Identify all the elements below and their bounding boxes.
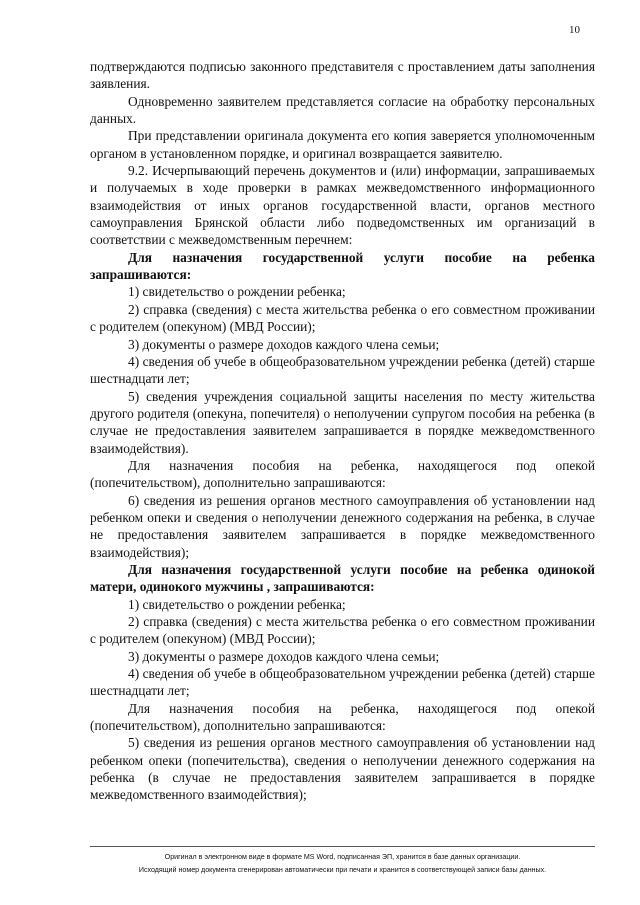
- section-heading: Для назначения государственной услуги пособие на ребенка запрашиваются:: [90, 249, 595, 283]
- paragraph: При представлении оригинала документа его копия заверяется уполномоченным органом в установленном порядке, и оригинал возвращается заявителю.: [90, 128, 595, 161]
- paragraph: 1) свидетельство о рождении ребенка;: [128, 596, 346, 612]
- section-heading: Для назначения государственной услуги пособие на ребенка одинокой матери, одинокого мужчины , запрашиваются:: [90, 561, 595, 595]
- paragraph: 4) сведения об учебе в общеобразовательном учреждении ребенка (детей) старше шестнадцати лет;: [90, 353, 595, 387]
- paragraph: 5) сведения учреждения социальной защиты населения по месту жительства другого родителя (опекуна, попечителя) о неполучении супругом пособия на ребенка (в случае не предоставления заявителем запрашивается в порядке межведомственного взаимодействия).: [90, 388, 595, 456]
- footer-line-storage-note: Оригинал в электронном виде в формате MS Word, подписанная ЭП, хранится в базе данных организации.: [164, 853, 521, 861]
- paragraph: 5) сведения из решения органов местного самоуправления об установлении над ребенком опеки (попечительства), сведения о неполучении денежного содержания на ребенка (в случае не предоставления заявителем запрашивается в порядке межведомственного взаимодействия);: [90, 735, 595, 803]
- page-number: 10: [569, 24, 580, 36]
- footer: [60, 851, 625, 877]
- paragraph: 4) сведения об учебе в общеобразовательном учреждении ребенка (детей) старше шестнадцати лет;: [90, 666, 595, 699]
- footer-line-number-note: Исходящий номер документа сгенерирован автоматически при печати и хранится в соответствующей записи базы данных.: [138, 866, 547, 874]
- paragraph: Для назначения пособия на ребенка, находящегося под опекой (попечительством), дополнительно запрашиваются:: [90, 700, 595, 734]
- paragraph: 2) справка (сведения) с места жительства ребенка о его совместном проживании с родителем (опекуном) (МВД России);: [90, 301, 595, 335]
- paragraph: Для назначения пособия на ребенка, находящегося под опекой (попечительством), дополнительно запрашиваются:: [90, 457, 595, 491]
- paragraph: 3) документы о размере доходов каждого члена семьи;: [128, 336, 440, 352]
- footer-divider: [90, 846, 595, 847]
- paragraph: 1) свидетельство о рождении ребенка;: [128, 284, 346, 300]
- paragraph: 3) документы о размере доходов каждого члена семьи;: [128, 648, 440, 664]
- paragraph: Одновременно заявителем представляется согласие на обработку персональных данных.: [90, 93, 595, 127]
- paragraph: 9.2. Исчерпывающий перечень документов и (или) информации, запрашиваемых и получаемых в ходе проверки в рамках межведомственного информационного взаимодействия от иных органов государственной власти, органов местного самоуправления Брянской области либо подведомственных им организаций в соответствии с межведомственным перечнем:: [90, 163, 595, 248]
- document-body: [90, 58, 595, 804]
- paragraph: 6) сведения из решения органов местного самоуправления об установлении над ребенком опеки и сведения о неполучении денежного содержания на ребенка, в случае не предоставления заявителем запрашивается в порядке межведомственного взаимодействия);: [90, 492, 595, 560]
- paragraph: подтверждаются подписью законного представителя с проставлением даты заполнения заявления.: [90, 59, 595, 92]
- paragraph: 2) справка (сведения) с места жительства ребенка о его совместном проживании с родителем (опекуном) (МВД России);: [90, 614, 595, 647]
